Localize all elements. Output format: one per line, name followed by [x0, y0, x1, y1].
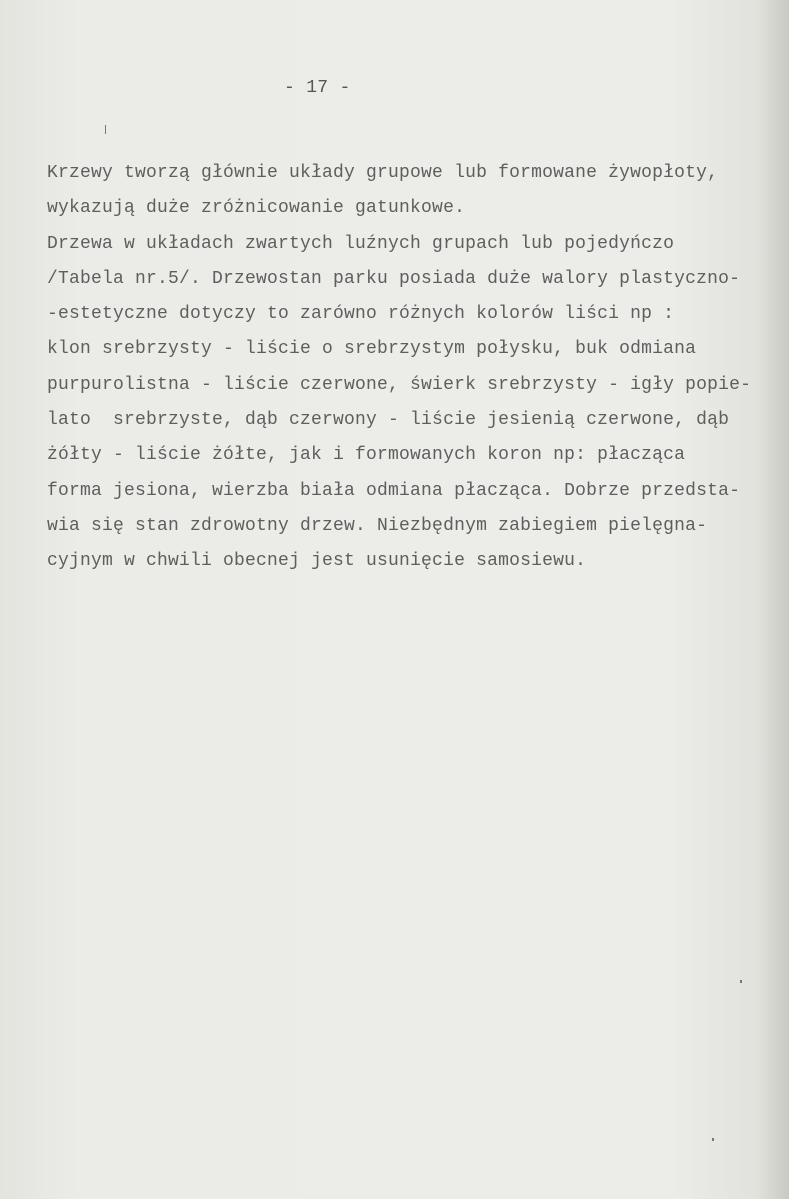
text-line: wia się stan zdrowotny drzew. Niezbędnym zabiegiem pielęgna-: [47, 515, 708, 536]
text-line: Krzewy tworzą głównie układy grupowe lub formowane żywopłoty,: [47, 163, 719, 183]
body-paragraph: [47, 159, 777, 583]
text-line: /Tabela nr.5/. Drzewostan parku posiada duże walory plastyczno-: [47, 268, 741, 289]
text-line: wykazują duże zróżnicowanie gatunkowe.: [47, 198, 466, 219]
text-line: -estetyczne dotyczy to zarówno różnych kolorów liści np :: [47, 304, 675, 325]
text-line: forma jesiona, wierzba biała odmiana płacząca. Dobrze przedsta-: [47, 480, 741, 501]
text-line: lato srebrzyste, dąb czerwony - liście jesienią czerwone, dąb: [47, 410, 730, 431]
page-number: - 17 -: [284, 78, 351, 98]
stray-mark: [105, 125, 106, 134]
text-line: purpurolistna - liście czerwone, świerk srebrzysty - igły popie-: [47, 374, 752, 395]
text-line: żółty - liście żółte, jak i formowanych koron np: płacząca: [47, 445, 686, 466]
text-line: Drzewa w układach zwartych luźnych grupach lub pojedyńczo: [47, 233, 675, 254]
text-line: cyjnym w chwili obecnej jest usunięcie samosiewu.: [47, 551, 587, 572]
stray-mark: [712, 1138, 714, 1141]
stray-mark: [740, 980, 742, 983]
text-line: klon srebrzysty - liście o srebrzystym połysku, buk odmiana: [47, 339, 697, 360]
